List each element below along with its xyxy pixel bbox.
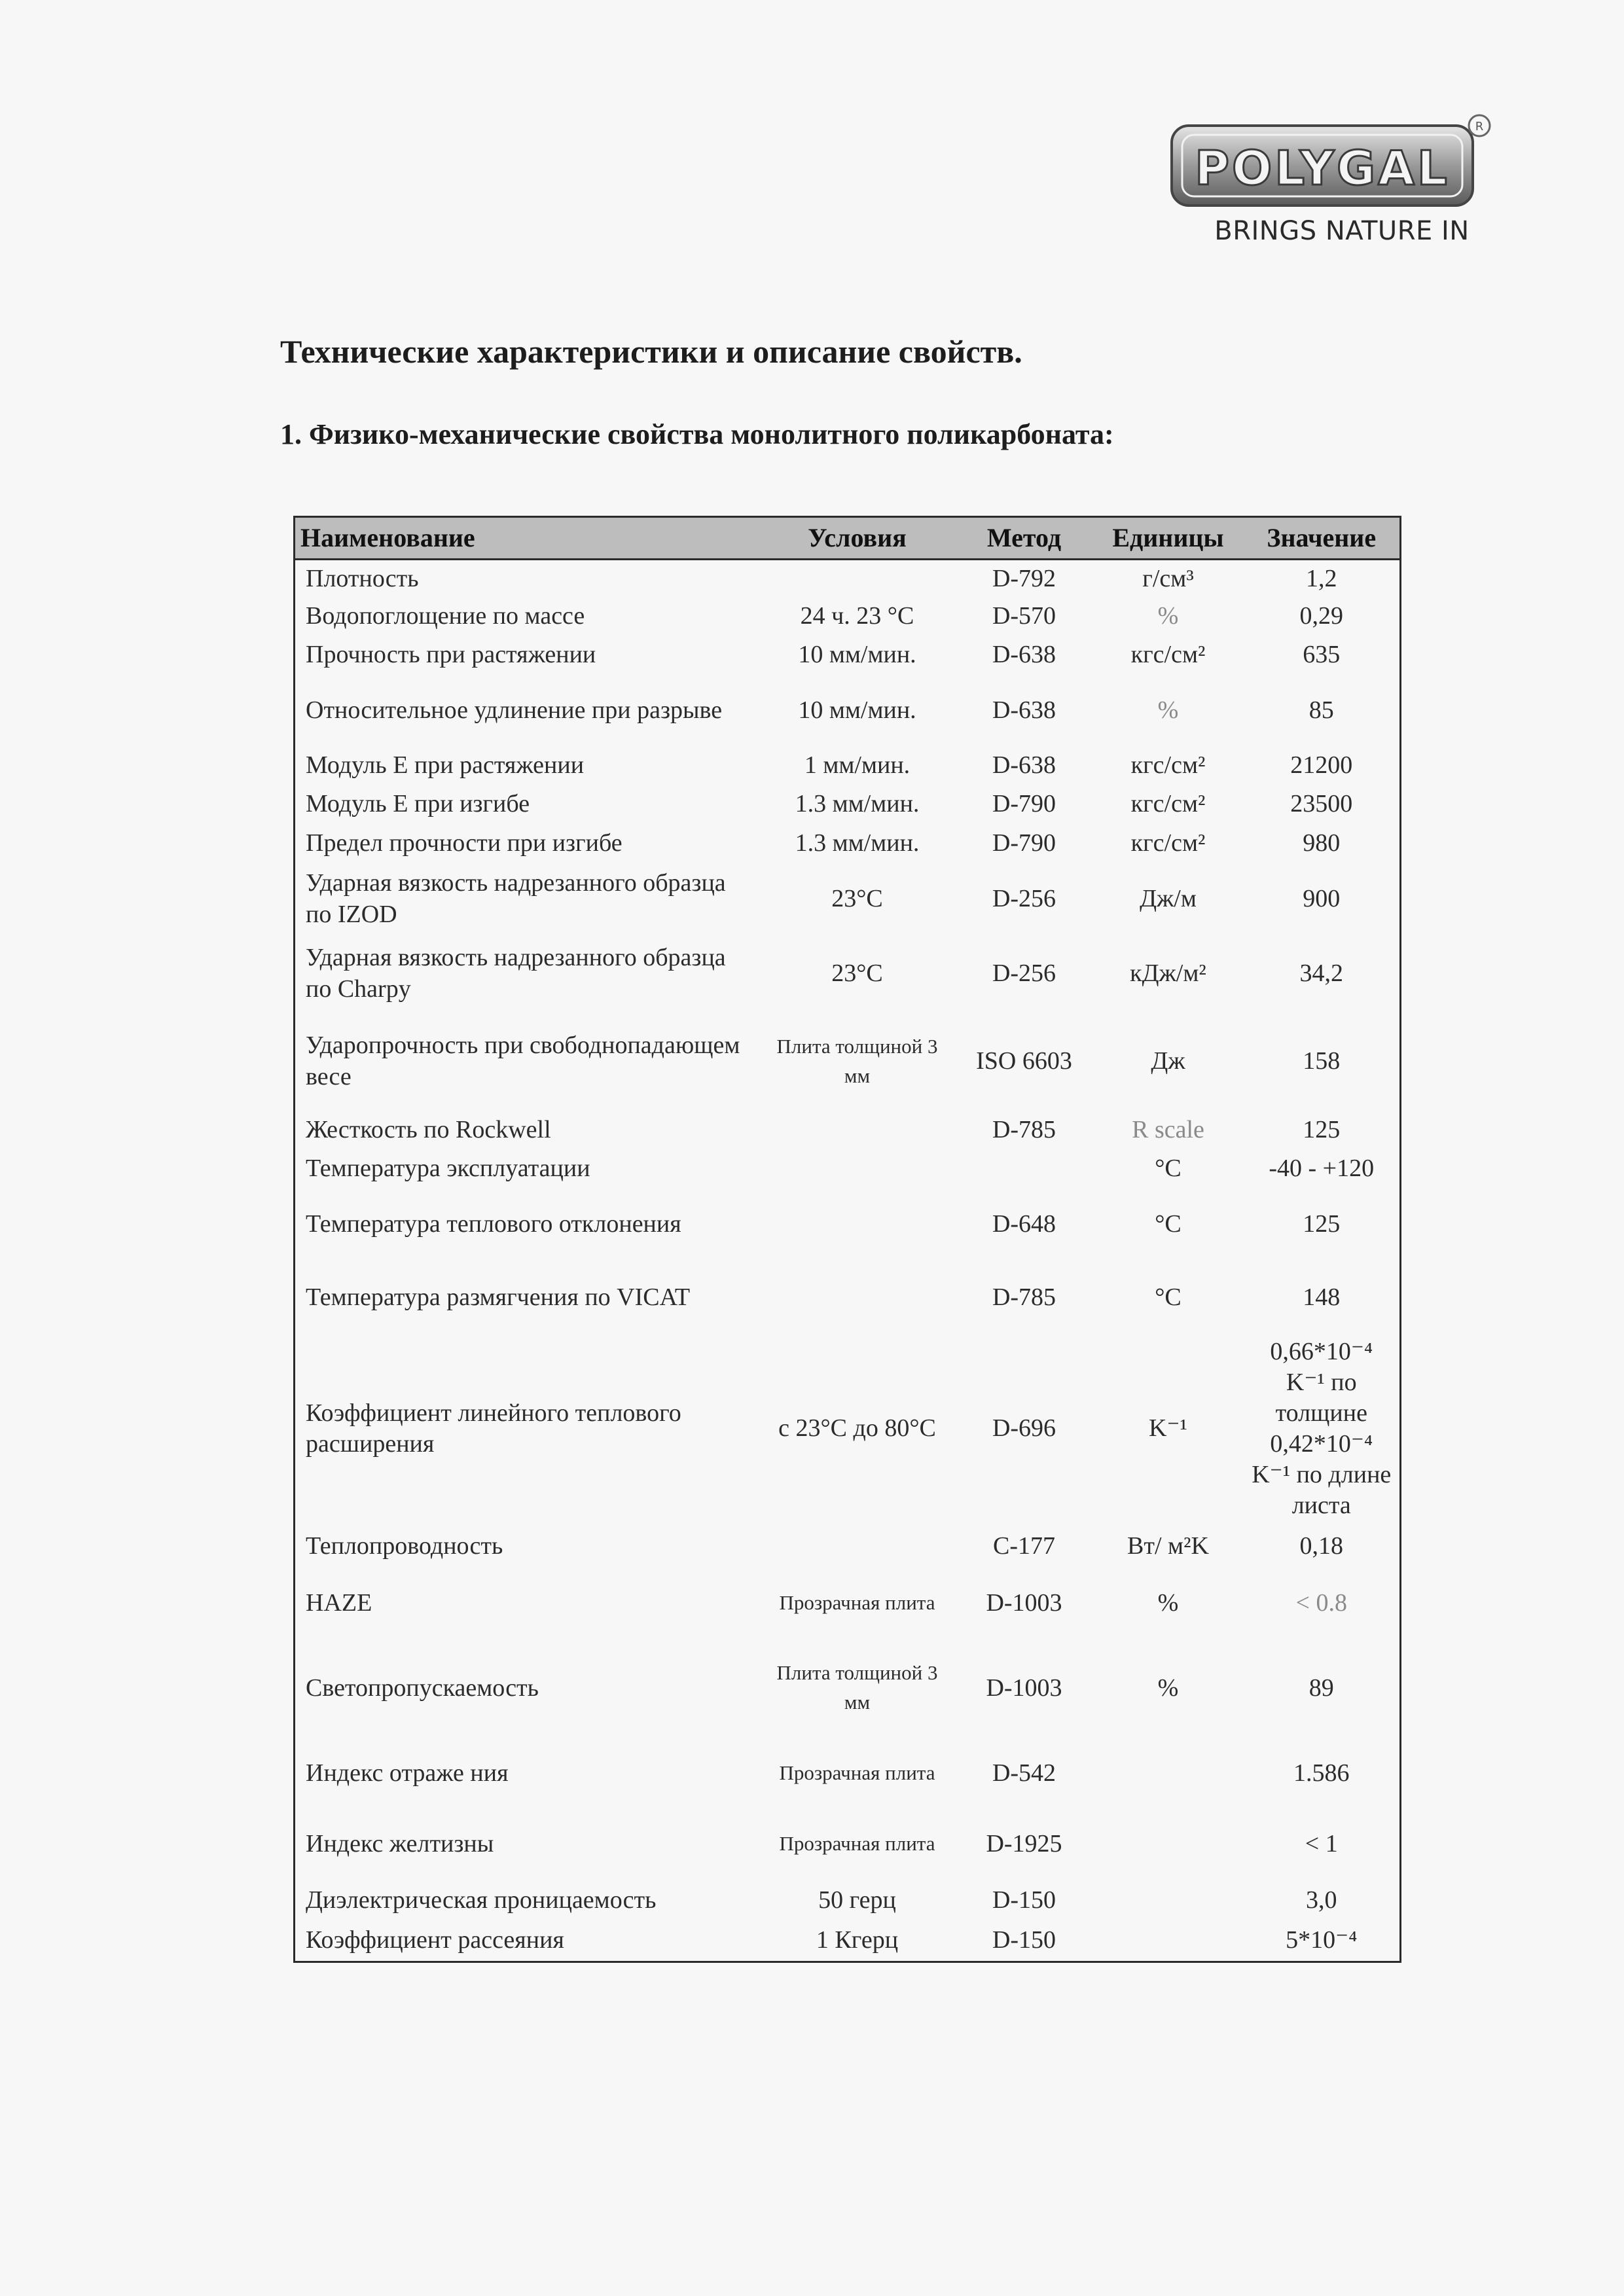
method-cell [956,1150,1093,1188]
property-name-cell: Водопоглощение по массе [306,601,585,630]
table-row [295,1188,1401,1261]
header-conditions: Условия [759,517,956,560]
value-cell: 23500 [1290,789,1353,817]
unit-cell: °C [1155,1283,1182,1311]
property-name-cell: Индекс отраже ния [306,1759,509,1787]
value-cell: 0,66*10⁻⁴ K⁻¹ по толщине 0,42*10⁻⁴ K⁻¹ по длине листа [1252,1337,1392,1520]
condition-cell: Плита толщиной 3 мм [776,1034,938,1087]
method-cell: D-638 [992,751,1056,779]
property-name-cell: Индекс желтизны [306,1829,494,1857]
property-name-cell: Ударная вязкость надрезанного образца по IZOD [306,869,726,928]
property-name-cell: Светопропускаемость [306,1674,539,1702]
table-header-row [295,517,1401,560]
header-value: Значение [1244,517,1401,560]
svg-text:R: R [1475,120,1484,134]
condition-cell [759,1111,956,1150]
table-row [295,935,1401,1013]
property-name-cell: HAZE [306,1588,372,1617]
condition-cell [759,560,956,598]
method-cell: ISO 6603 [976,1047,1072,1075]
header-method: Метод [956,517,1093,560]
unit-cell [1093,1880,1244,1920]
property-name-cell: Температура размягчения по VICAT [306,1283,691,1311]
table-row [295,785,1401,824]
method-cell: D-638 [992,696,1056,724]
value-cell: 0,18 [1299,1532,1343,1560]
condition-cell: 1.3 мм/мин. [795,789,920,817]
unit-cell [1093,1920,1244,1962]
value-cell: 635 [1303,640,1341,668]
method-cell: D-792 [992,564,1056,592]
method-cell: D-785 [992,1115,1056,1143]
value-cell: 3,0 [1306,1886,1337,1914]
table-row [295,1111,1401,1150]
header-name: Наименование [295,517,759,560]
header-units: Единицы [1093,517,1244,560]
value-cell: 125 [1303,1210,1341,1238]
unit-cell: г/см³ [1142,564,1194,592]
properties-table [293,516,1401,1963]
condition-cell: 23°C [831,959,883,987]
unit-cell: Дж [1151,1047,1185,1075]
property-name-cell: Коэффициент линейного теплового расширения [306,1399,681,1458]
property-name-cell: Диэлектрическая проницаемость [306,1886,657,1914]
property-name-cell: Прочность при растяжении [306,640,596,668]
condition-cell: 1 Кгерц [816,1926,899,1954]
table-row [295,1739,1401,1807]
unit-cell: кгс/см² [1130,829,1206,857]
value-cell: 900 [1303,884,1341,912]
property-name-cell: Предел прочности при изгибе [306,829,623,857]
value-cell: 1,2 [1306,564,1337,592]
table-row [295,863,1401,935]
method-cell: D-542 [992,1759,1056,1787]
unit-cell: кгс/см² [1130,640,1206,668]
unit-cell: % [1157,1588,1179,1617]
unit-cell: °C [1155,1154,1182,1182]
polygal-logo [1166,110,1500,221]
condition-cell: с 23°C до 80°C [778,1414,936,1443]
property-name-cell: Жесткость по Rockwell [306,1115,551,1143]
method-cell: D-648 [992,1210,1056,1238]
property-name-cell: Плотность [306,564,419,592]
table-row [295,1335,1401,1524]
property-name-cell: Ударопрочность при свободнопадающем весе [306,1031,740,1090]
property-name-cell: Теплопроводность [306,1532,503,1560]
table-row [295,1569,1401,1637]
unit-cell: % [1157,1674,1179,1702]
condition-cell: 50 герц [818,1886,896,1914]
condition-cell: Прозрачная плита [779,1761,935,1784]
tagline: BRINGS NATURE IN [1214,216,1470,246]
value-cell: 21200 [1290,751,1353,779]
condition-cell [759,1150,956,1188]
method-cell: D-1003 [986,1588,1062,1617]
value-cell: 0,29 [1299,601,1343,630]
table-row [295,598,1401,636]
unit-cell [1093,1739,1244,1807]
condition-cell [759,1188,956,1261]
document-title: Технические характеристики и описание свойств. [280,333,1022,370]
unit-cell: Дж/м [1140,884,1197,912]
property-name-cell: Относительное удлинение при разрыве [306,696,723,724]
condition-cell: 1 мм/мин. [804,751,911,779]
condition-cell: 24 ч. 23 °C [800,601,914,630]
method-cell: D-570 [992,601,1056,630]
condition-cell: Прозрачная плита [779,1590,935,1614]
unit-cell: % [1157,601,1179,630]
method-cell: D-790 [992,829,1056,857]
value-cell: 158 [1303,1047,1341,1075]
condition-cell: Прозрачная плита [779,1831,935,1855]
method-cell: D-1003 [986,1674,1062,1702]
method-cell: C-177 [993,1532,1055,1560]
condition-cell: 10 мм/мин. [798,696,916,724]
value-cell: 1.586 [1293,1759,1350,1787]
property-name-cell: Модуль E при изгибе [306,789,530,817]
table-row [295,1523,1401,1569]
svg-text:POLYGAL: POLYGAL [1195,141,1450,196]
table-row [295,560,1401,598]
method-cell: D-256 [992,959,1056,987]
method-cell: D-150 [992,1926,1056,1954]
value-cell: < 0.8 [1295,1588,1347,1617]
unit-cell: K⁻¹ [1149,1414,1187,1443]
value-cell: -40 - +120 [1269,1154,1375,1182]
property-name-cell: Температура теплового отклонения [306,1210,681,1238]
table-row [295,675,1401,747]
unit-cell [1093,1807,1244,1880]
table-row [295,1920,1401,1962]
table-row [295,1261,1401,1335]
method-cell: D-256 [992,884,1056,912]
method-cell: D-150 [992,1886,1056,1914]
table-row [295,1880,1401,1920]
condition-cell: 10 мм/мин. [798,640,916,668]
condition-cell [759,1261,956,1335]
unit-cell: % [1157,696,1179,724]
method-cell: D-696 [992,1414,1056,1443]
value-cell: 85 [1308,696,1334,724]
value-cell: 89 [1308,1674,1334,1702]
condition-cell [759,1523,956,1569]
value-cell: 34,2 [1299,959,1343,987]
value-cell: 125 [1303,1115,1341,1143]
table-row [295,824,1401,863]
method-cell: D-638 [992,640,1056,668]
method-cell: D-785 [992,1283,1056,1311]
condition-cell: 1.3 мм/мин. [795,829,920,857]
unit-cell: кгс/см² [1130,789,1206,817]
unit-cell: R scale [1132,1115,1204,1143]
table-row [295,1013,1401,1111]
property-name-cell: Ударная вязкость надрезанного образца по Charpy [306,944,726,1003]
unit-cell: кДж/м² [1130,959,1206,987]
condition-cell: 23°C [831,884,883,912]
value-cell: 148 [1303,1283,1341,1311]
property-name-cell: Температура эксплуатации [306,1154,590,1182]
unit-cell: °C [1155,1210,1182,1238]
table-row [295,1807,1401,1880]
method-cell: D-790 [992,789,1056,817]
unit-cell: кгс/см² [1130,751,1206,779]
method-cell: D-1925 [986,1829,1062,1857]
table-row [295,747,1401,785]
table-row [295,1637,1401,1739]
value-cell: 5*10⁻⁴ [1286,1926,1358,1954]
property-name-cell: Модуль E при растяжении [306,751,585,779]
unit-cell: Вт/ м²K [1127,1532,1209,1560]
table-row [295,1150,1401,1188]
section-title: 1. Физико-механические свойства монолитного поликарбоната: [280,418,1114,450]
value-cell: < 1 [1305,1829,1338,1857]
value-cell: 980 [1303,829,1341,857]
condition-cell: Плита толщиной 3 мм [776,1661,938,1714]
property-name-cell: Коэффициент рассеяния [306,1926,564,1954]
table-row [295,636,1401,675]
